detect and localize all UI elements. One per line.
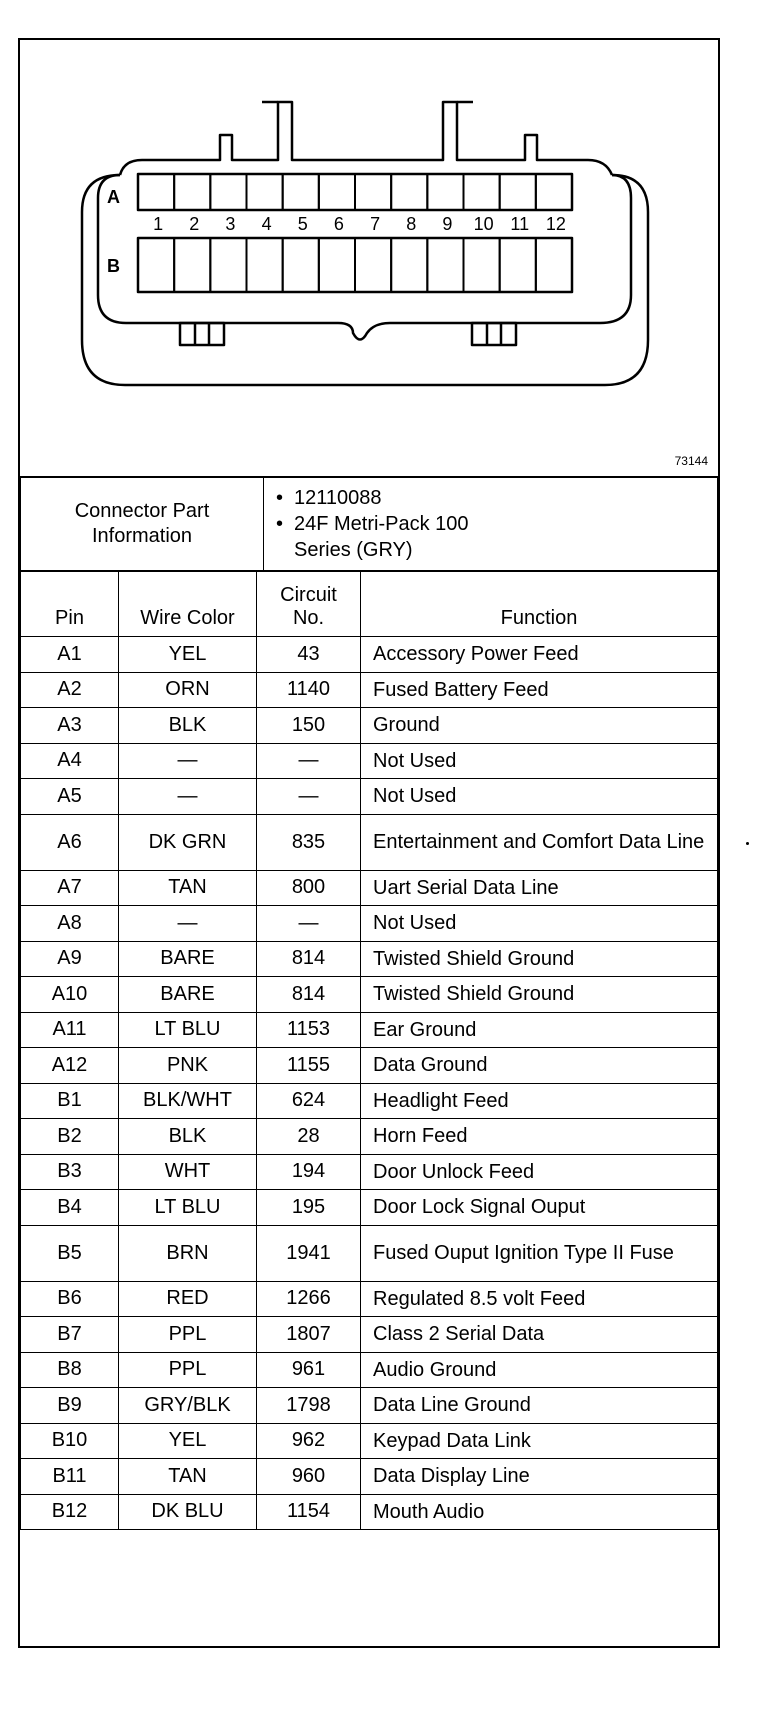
function-cell: Regulated 8.5 volt Feed xyxy=(361,1281,718,1317)
wire-color-cell: DK BLU xyxy=(119,1494,257,1530)
function-cell: Audio Ground xyxy=(361,1352,718,1388)
circuit-cell: 1153 xyxy=(257,1012,361,1048)
cavity-b4 xyxy=(247,238,283,292)
connector-info-values xyxy=(264,477,718,571)
header-wire-color: Wire Color xyxy=(119,572,257,637)
table-row xyxy=(21,1494,718,1530)
cavity-b5 xyxy=(283,238,319,292)
row-b-label: B xyxy=(107,256,120,276)
table-row xyxy=(21,1190,718,1226)
table-row xyxy=(21,1459,718,1495)
pin-number-label: 3 xyxy=(225,214,236,234)
function-cell: Fused Ouput Ignition Type II Fuse xyxy=(361,1225,718,1281)
cavity-b10 xyxy=(464,238,500,292)
pin-cell: B2 xyxy=(21,1119,119,1155)
circuit-cell: 195 xyxy=(257,1190,361,1226)
cavity-b6 xyxy=(319,238,355,292)
cavity-b8 xyxy=(391,238,427,292)
circuit-cell: 962 xyxy=(257,1423,361,1459)
table-header-row xyxy=(21,572,718,637)
pinout-table xyxy=(20,571,718,1530)
connector-info-table xyxy=(20,476,718,571)
function-cell: Data Line Ground xyxy=(361,1388,718,1424)
cavity-b1 xyxy=(138,238,174,292)
stray-mark xyxy=(746,842,749,845)
function-cell: Entertainment and Comfort Data Line xyxy=(361,814,718,870)
table-row xyxy=(21,1012,718,1048)
header-function: Function xyxy=(361,572,718,637)
wire-color-cell: YEL xyxy=(119,1423,257,1459)
pin-cell: A1 xyxy=(21,637,119,673)
cavity-a2 xyxy=(174,174,210,210)
circuit-cell: 1798 xyxy=(257,1388,361,1424)
pin-cell: B11 xyxy=(21,1459,119,1495)
function-cell: Twisted Shield Ground xyxy=(361,977,718,1013)
function-cell: Twisted Shield Ground xyxy=(361,941,718,977)
function-cell: Data Display Line xyxy=(361,1459,718,1495)
pin-number-label: 1 xyxy=(153,214,164,234)
cavity-a4 xyxy=(247,174,283,210)
pin-number-label: 7 xyxy=(370,214,381,234)
connector-diagram xyxy=(20,40,718,478)
pin-cell: B9 xyxy=(21,1388,119,1424)
wire-color-cell: — xyxy=(119,743,257,779)
pin-cell: A10 xyxy=(21,977,119,1013)
function-cell: Accessory Power Feed xyxy=(361,637,718,673)
table-row xyxy=(21,977,718,1013)
cavity-a3 xyxy=(210,174,246,210)
wire-color-cell: PPL xyxy=(119,1317,257,1353)
circuit-cell: 43 xyxy=(257,637,361,673)
cavity-a6 xyxy=(319,174,355,210)
pin-cell: A11 xyxy=(21,1012,119,1048)
table-row xyxy=(21,1083,718,1119)
function-cell: Mouth Audio xyxy=(361,1494,718,1530)
cavity-b3 xyxy=(210,238,246,292)
pin-number-label: 12 xyxy=(545,214,566,234)
wire-color-cell: PPL xyxy=(119,1352,257,1388)
row-a-label: A xyxy=(107,187,120,207)
circuit-cell: 1154 xyxy=(257,1494,361,1530)
function-cell: Keypad Data Link xyxy=(361,1423,718,1459)
wire-color-cell: WHT xyxy=(119,1154,257,1190)
wire-color-cell: — xyxy=(119,779,257,815)
circuit-cell: 800 xyxy=(257,870,361,906)
pin-cell: B1 xyxy=(21,1083,119,1119)
wire-color-cell: BARE xyxy=(119,977,257,1013)
function-cell: Ground xyxy=(361,708,718,744)
pin-cell: A9 xyxy=(21,941,119,977)
pin-number-label: 5 xyxy=(297,214,308,234)
pin-cell: A7 xyxy=(21,870,119,906)
circuit-cell: 1807 xyxy=(257,1317,361,1353)
cavity-a1 xyxy=(138,174,174,210)
table-row xyxy=(21,1317,718,1353)
part-number: • 12110088 xyxy=(276,486,382,509)
circuit-cell: 835 xyxy=(257,814,361,870)
circuit-cell: 1941 xyxy=(257,1225,361,1281)
circuit-cell: 28 xyxy=(257,1119,361,1155)
function-cell: Uart Serial Data Line xyxy=(361,870,718,906)
cavity-a7 xyxy=(355,174,391,210)
table-row xyxy=(21,637,718,673)
cavity-a8 xyxy=(391,174,427,210)
wire-color-cell: BLK xyxy=(119,708,257,744)
pin-cell: B6 xyxy=(21,1281,119,1317)
circuit-cell: 814 xyxy=(257,941,361,977)
pin-number-label: 4 xyxy=(261,214,272,234)
pin-number-label: 11 xyxy=(510,214,530,234)
pin-cell: B4 xyxy=(21,1190,119,1226)
wire-color-cell: PNK xyxy=(119,1048,257,1084)
table-row xyxy=(21,1388,718,1424)
function-cell: Headlight Feed xyxy=(361,1083,718,1119)
connector-info-label: Connector Part Information xyxy=(21,477,264,571)
pin-cell: A4 xyxy=(21,743,119,779)
table-row xyxy=(21,1225,718,1281)
cavity-a9 xyxy=(427,174,463,210)
pin-cell: A2 xyxy=(21,672,119,708)
cavity-b11 xyxy=(500,238,536,292)
wire-color-cell: LT BLU xyxy=(119,1012,257,1048)
circuit-cell: 814 xyxy=(257,977,361,1013)
wire-color-cell: — xyxy=(119,906,257,942)
circuit-cell: — xyxy=(257,906,361,942)
circuit-cell: 194 xyxy=(257,1154,361,1190)
connector-sheet xyxy=(18,38,720,1648)
table-row xyxy=(21,708,718,744)
wire-color-cell: YEL xyxy=(119,637,257,673)
table-row xyxy=(21,1119,718,1155)
wire-color-cell: TAN xyxy=(119,1459,257,1495)
cavity-a5 xyxy=(283,174,319,210)
cavity-b2 xyxy=(174,238,210,292)
table-row xyxy=(21,906,718,942)
pin-cell: A8 xyxy=(21,906,119,942)
pin-cell: A3 xyxy=(21,708,119,744)
wire-color-cell: BARE xyxy=(119,941,257,977)
circuit-cell: 624 xyxy=(257,1083,361,1119)
wire-color-cell: RED xyxy=(119,1281,257,1317)
pin-cell: B8 xyxy=(21,1352,119,1388)
wire-color-cell: BLK xyxy=(119,1119,257,1155)
pin-cell: B10 xyxy=(21,1423,119,1459)
circuit-cell: — xyxy=(257,743,361,779)
table-row xyxy=(21,743,718,779)
circuit-cell: 1266 xyxy=(257,1281,361,1317)
wire-color-cell: ORN xyxy=(119,672,257,708)
cavity-b7 xyxy=(355,238,391,292)
function-cell: Data Ground xyxy=(361,1048,718,1084)
circuit-cell: 1155 xyxy=(257,1048,361,1084)
figure-reference: 73144 xyxy=(674,454,708,468)
circuit-cell: 1140 xyxy=(257,672,361,708)
function-cell: Ear Ground xyxy=(361,1012,718,1048)
table-row xyxy=(21,779,718,815)
table-row xyxy=(21,814,718,870)
function-cell: Horn Feed xyxy=(361,1119,718,1155)
function-cell: Not Used xyxy=(361,743,718,779)
pin-cell: A12 xyxy=(21,1048,119,1084)
cavity-b12 xyxy=(536,238,572,292)
table-row xyxy=(21,672,718,708)
pin-number-label: 10 xyxy=(473,214,494,234)
cavity-a10 xyxy=(464,174,500,210)
table-row xyxy=(21,1352,718,1388)
table-row xyxy=(21,870,718,906)
table-row xyxy=(21,941,718,977)
header-pin: Pin xyxy=(21,572,119,637)
pin-cell: B3 xyxy=(21,1154,119,1190)
cavity-b9 xyxy=(427,238,463,292)
circuit-cell: 961 xyxy=(257,1352,361,1388)
pin-number-label: 9 xyxy=(442,214,453,234)
wire-color-cell: TAN xyxy=(119,870,257,906)
table-row xyxy=(21,1154,718,1190)
table-row xyxy=(21,1281,718,1317)
wire-color-cell: GRY/BLK xyxy=(119,1388,257,1424)
cavity-a12 xyxy=(536,174,572,210)
pin-number-label: 2 xyxy=(189,214,200,234)
pin-cell: B5 xyxy=(21,1225,119,1281)
function-cell: Door Lock Signal Ouput xyxy=(361,1190,718,1226)
table-row xyxy=(21,1048,718,1084)
circuit-cell: 150 xyxy=(257,708,361,744)
function-cell: Door Unlock Feed xyxy=(361,1154,718,1190)
function-cell: Not Used xyxy=(361,779,718,815)
pin-number-label: 6 xyxy=(333,214,344,234)
circuit-cell: 960 xyxy=(257,1459,361,1495)
table-row xyxy=(21,1423,718,1459)
function-cell: Class 2 Serial Data xyxy=(361,1317,718,1353)
pin-cell: A5 xyxy=(21,779,119,815)
wire-color-cell: DK GRN xyxy=(119,814,257,870)
pin-number-label: 8 xyxy=(406,214,417,234)
connector-face-drawing xyxy=(20,40,718,476)
connector-type: • 24F Metri-Pack 100 Series (GRY) xyxy=(276,512,469,561)
circuit-cell: — xyxy=(257,779,361,815)
function-cell: Not Used xyxy=(361,906,718,942)
function-cell: Fused Battery Feed xyxy=(361,672,718,708)
pin-cell: B12 xyxy=(21,1494,119,1530)
pin-cell: A6 xyxy=(21,814,119,870)
cavity-a11 xyxy=(500,174,536,210)
wire-color-cell: BLK/WHT xyxy=(119,1083,257,1119)
wire-color-cell: BRN xyxy=(119,1225,257,1281)
header-circuit: Circuit No. xyxy=(257,572,361,637)
pin-cell: B7 xyxy=(21,1317,119,1353)
wire-color-cell: LT BLU xyxy=(119,1190,257,1226)
